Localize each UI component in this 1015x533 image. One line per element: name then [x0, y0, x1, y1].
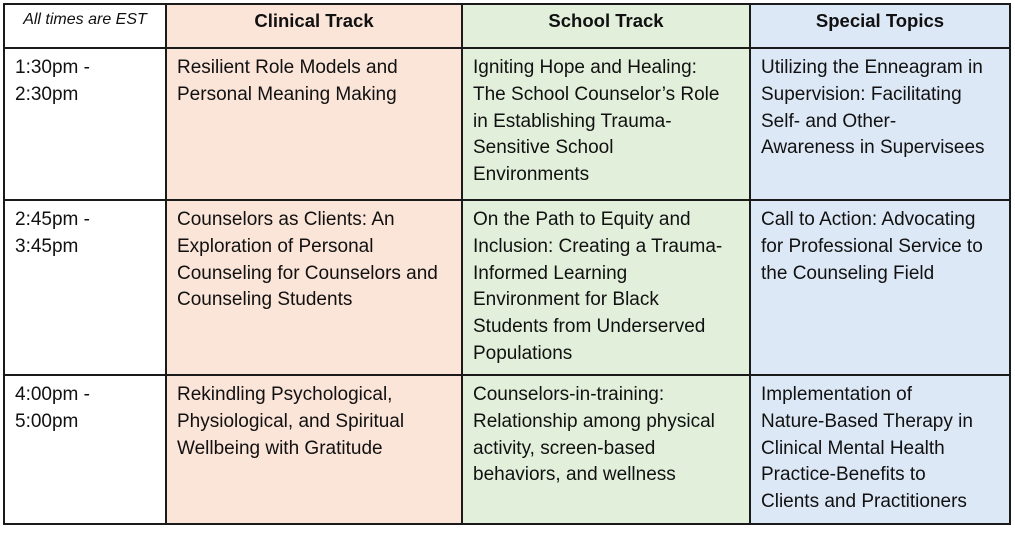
time-slot: 4:00pm - 5:00pm — [4, 375, 166, 524]
header-row — [4, 4, 1010, 48]
table-row — [4, 200, 1010, 375]
table-row — [4, 375, 1010, 524]
special-topics-session: Utilizing the Enneagram in Supervision: Facilitating Self- and Other- Awareness in Supervisees — [750, 48, 1010, 200]
school-session: On the Path to Equity and Inclusion: Creating a Trauma- Informed Learning Environment for Black Students from Underserved Populations — [462, 200, 750, 375]
time-slot: 1:30pm - 2:30pm — [4, 48, 166, 200]
school-session: Counselors-in-training: Relationship among physical activity, screen-based behaviors, and wellness — [462, 375, 750, 524]
school-track-header: School Track — [462, 4, 750, 48]
clinical-session: Counselors as Clients: An Exploration of Personal Counseling for Counselors and Counseling Students — [166, 200, 462, 375]
clinical-session: Resilient Role Models and Personal Meaning Making — [166, 48, 462, 200]
clinical-session: Rekindling Psychological, Physiological, and Spiritual Wellbeing with Gratitude — [166, 375, 462, 524]
table-row — [4, 48, 1010, 200]
special-topics-session: Implementation of Nature-Based Therapy in Clinical Mental Health Practice-Benefits to Clients and Practitioners — [750, 375, 1010, 524]
timezone-note: All times are EST — [4, 4, 166, 48]
schedule-table — [3, 3, 1011, 525]
special-topics-header: Special Topics — [750, 4, 1010, 48]
special-topics-session: Call to Action: Advocating for Professional Service to the Counseling Field — [750, 200, 1010, 375]
time-slot: 2:45pm - 3:45pm — [4, 200, 166, 375]
clinical-track-header: Clinical Track — [166, 4, 462, 48]
school-session: Igniting Hope and Healing: The School Counselor’s Role in Establishing Trauma- Sensitive School Environments — [462, 48, 750, 200]
